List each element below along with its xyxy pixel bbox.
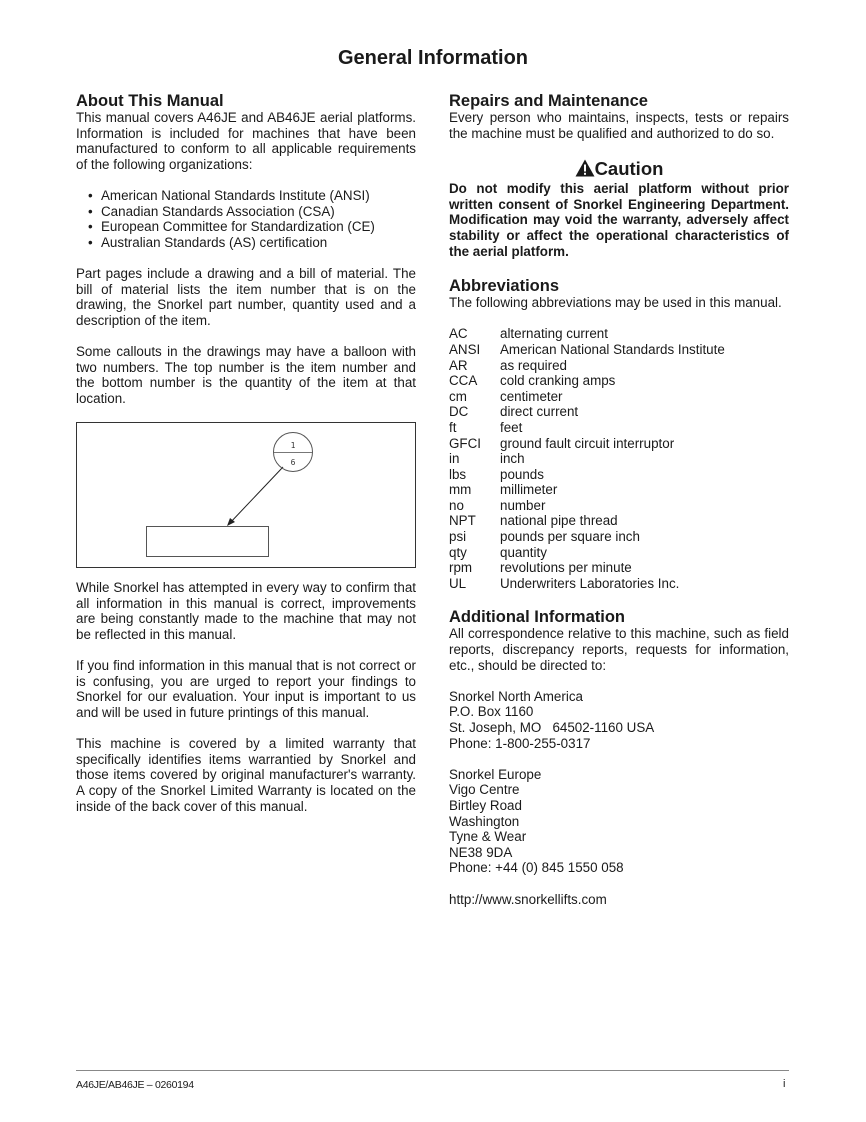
table-row bbox=[449, 513, 725, 529]
warning-triangle-icon bbox=[575, 159, 595, 181]
callout-balloon bbox=[273, 432, 313, 472]
abbr-term: cm bbox=[449, 388, 467, 404]
abbr-meaning: cold cranking amps bbox=[500, 373, 616, 389]
abbr-meaning: ground fault circuit interruptor bbox=[500, 435, 675, 451]
europe-address bbox=[449, 767, 789, 876]
phone-line: Phone: 1-800-255-0317 bbox=[449, 735, 591, 751]
table-row bbox=[449, 436, 725, 452]
footer-page-number: i bbox=[783, 1078, 786, 1090]
abbr-term: ANSI bbox=[449, 341, 481, 357]
table-row bbox=[449, 498, 725, 514]
abbreviations-table bbox=[449, 326, 725, 591]
address-line: Snorkel Europe bbox=[449, 766, 542, 782]
abbr-meaning: millimeter bbox=[500, 482, 558, 498]
caution-body: Do not modify this aerial platform without prior written consent of Snorkel Engineering Department. Modification may void the warranty, adversely affect stability or affect the operational characteristics of the aerial platform. bbox=[449, 181, 789, 259]
address-line: NE38 9DA bbox=[449, 844, 513, 860]
list-item: • Canadian Standards Association (CSA) bbox=[88, 204, 416, 220]
abbr-meaning: as required bbox=[500, 357, 567, 373]
abbreviations-intro: The following abbreviations may be used in this manual. bbox=[449, 295, 782, 311]
accuracy-paragraph: While Snorkel has attempted in every way to confirm that all information in this manual is correct, improvements are being constantly made to the machine that may not be reflected in this manual. bbox=[76, 580, 416, 643]
address-line: Snorkel North America bbox=[449, 688, 583, 704]
balloon-quantity: 6 bbox=[290, 458, 296, 468]
table-row bbox=[449, 404, 725, 420]
address-line: Birtley Road bbox=[449, 797, 522, 813]
abbr-meaning: quantity bbox=[500, 544, 547, 560]
table-row bbox=[449, 451, 725, 467]
abbr-meaning: revolutions per minute bbox=[500, 560, 632, 576]
warranty-paragraph: This machine is covered by a limited warranty that specifically identifies items warrantied by Snorkel and those items covered by original manufacturer's warranty. A copy of the Snorkel Limited Warranty is located on the inside of the back cover of this manual. bbox=[76, 736, 416, 814]
report-paragraph: If you find information in this manual that is not correct or is confusing, you are urged to report your findings to Snorkel for our evaluation. Your input is important to us and will be used in future printings of this manual. bbox=[76, 658, 416, 721]
address-line: P.O. Box 1160 bbox=[449, 704, 534, 720]
list-item: • American National Standards Institute (ANSI) bbox=[88, 188, 416, 204]
callout-balloon-figure bbox=[76, 422, 416, 568]
table-row bbox=[449, 342, 725, 358]
abbr-term: CCA bbox=[449, 373, 478, 389]
phone-line: Phone: +44 (0) 845 1550 058 bbox=[449, 860, 624, 876]
page-title: General Information bbox=[337, 47, 529, 69]
address-line: St. Joseph, MO 64502-1160 USA bbox=[449, 720, 655, 735]
table-row bbox=[449, 373, 725, 389]
abbr-meaning: pounds per square inch bbox=[500, 529, 640, 545]
abbr-term: AC bbox=[449, 326, 468, 342]
abbr-term: DC bbox=[449, 404, 469, 420]
balloon-item-number: 1 bbox=[290, 441, 296, 451]
table-row bbox=[449, 358, 725, 374]
abbr-meaning: pounds bbox=[500, 466, 544, 482]
list-item: • European Committee for Standardization (CE) bbox=[88, 219, 416, 235]
footer-doc-id: A46JE/AB46JE – 0260194 bbox=[76, 1079, 194, 1091]
abbr-term: NPT bbox=[449, 513, 476, 529]
abbr-term: no bbox=[449, 497, 464, 513]
abbr-term: mm bbox=[449, 482, 472, 498]
abbr-meaning: centimeter bbox=[500, 388, 563, 404]
abbr-meaning: feet bbox=[500, 419, 523, 435]
abbr-term: UL bbox=[449, 575, 467, 591]
abbr-term: rpm bbox=[449, 560, 473, 576]
abbr-term: qty bbox=[449, 544, 467, 560]
abbr-meaning: American National Standards Institute bbox=[500, 341, 725, 357]
abbr-term: psi bbox=[449, 529, 467, 545]
table-row bbox=[449, 560, 725, 576]
about-intro: This manual covers A46JE and AB46JE aerial platforms. Information is included for machines that have been manufactured to conform to all applicable requirements of the following organizations: bbox=[76, 110, 416, 172]
abbreviations-heading: Abbreviations bbox=[449, 277, 560, 296]
left-column bbox=[76, 92, 416, 814]
part-pages-paragraph: Part pages include a drawing and a bill of material. The bill of material lists the item number that is on the drawing, the Snorkel part number, quantity used and a description of the item. bbox=[76, 265, 416, 328]
abbr-term: AR bbox=[449, 357, 468, 373]
address-line: Vigo Centre bbox=[449, 782, 520, 798]
north-america-address bbox=[449, 689, 789, 751]
table-row bbox=[449, 326, 725, 342]
callouts-paragraph: Some callouts in the drawings may have a balloon with two numbers. The top number is the item number and the bottom number is the quantity of the item at that location. bbox=[76, 343, 416, 406]
abbr-meaning: Underwriters Laboratories Inc. bbox=[500, 575, 680, 591]
table-row bbox=[449, 529, 725, 545]
right-column bbox=[449, 92, 789, 907]
caution-label: Caution bbox=[594, 158, 664, 180]
address-line: Tyne & Wear bbox=[449, 829, 527, 845]
table-row bbox=[449, 545, 725, 561]
additional-info-body: All correspondence relative to this machine, such as field reports, discrepancy reports, requests for information, etc., should be directed to: bbox=[449, 626, 789, 673]
table-row bbox=[449, 420, 725, 436]
abbr-meaning: alternating current bbox=[500, 326, 608, 342]
additional-info-heading: Additional Information bbox=[449, 608, 625, 627]
abbr-meaning: inch bbox=[500, 451, 525, 467]
abbr-meaning: national pipe thread bbox=[500, 513, 618, 529]
table-row bbox=[449, 467, 725, 483]
abbr-term: in bbox=[449, 451, 460, 467]
address-line: Washington bbox=[449, 813, 520, 829]
repairs-heading: Repairs and Maintenance bbox=[449, 92, 648, 110]
footer-divider bbox=[76, 1070, 789, 1071]
table-row bbox=[449, 389, 725, 405]
website-link[interactable]: http://www.snorkellifts.com bbox=[449, 891, 607, 907]
abbr-meaning: number bbox=[500, 497, 546, 513]
abbr-term: lbs bbox=[449, 466, 467, 482]
table-row bbox=[449, 576, 725, 592]
figure-part-box bbox=[146, 526, 269, 557]
list-item: • Australian Standards (AS) certification bbox=[88, 235, 416, 251]
repairs-body: Every person who maintains, inspects, tests or repairs the machine must be qualified and authorized to do so. bbox=[449, 110, 789, 141]
about-heading: About This Manual bbox=[76, 92, 224, 110]
abbr-meaning: direct current bbox=[500, 404, 579, 420]
table-row bbox=[449, 482, 725, 498]
organizations-list bbox=[76, 188, 416, 250]
abbr-term: ft bbox=[449, 419, 457, 435]
abbr-term: GFCI bbox=[449, 435, 481, 451]
caution-title bbox=[449, 159, 789, 181]
